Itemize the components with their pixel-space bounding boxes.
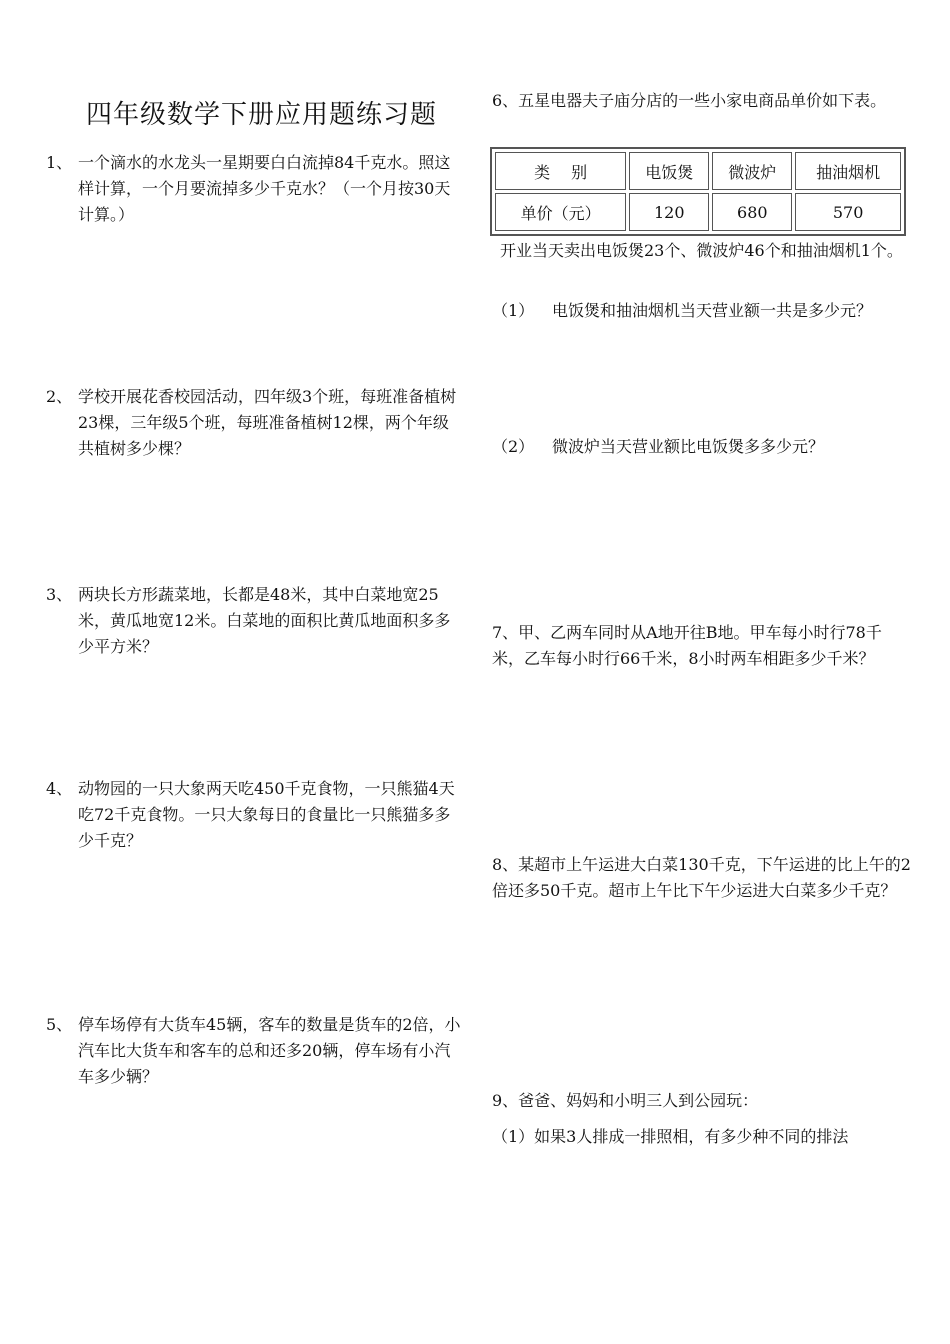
question-9-intro: 9、爸爸、妈妈和小明三人到公园玩：	[492, 1091, 759, 1110]
table-cell: 680	[712, 193, 792, 231]
question-number: 2、	[46, 387, 73, 406]
sub-question-number: （2）	[492, 437, 535, 456]
table-cell: 570	[795, 193, 901, 231]
table-cell: 抽油烟机	[795, 152, 901, 190]
question-text: 学校开展花香校园活动，四年级3个班，每班准备植树23棵，三年级5个班，每班准备植树12棵，两个年级共植树多少棵？	[78, 387, 457, 458]
question-6-sales: 开业当天卖出电饭煲23个、微波炉46个和抽油烟机1个。	[500, 241, 903, 260]
question-number: 4、	[46, 779, 73, 798]
sub-question-number: （1）	[492, 301, 535, 320]
question-6-intro: 6、五星电器夫子庙分店的一些小家电商品单价如下表。	[492, 91, 887, 110]
table-cell: 单价（元）	[495, 193, 626, 231]
question-5	[46, 1012, 462, 1090]
question-4	[46, 776, 462, 854]
table-cell: 微波炉	[712, 152, 792, 190]
question-9-part-1: （1）如果3人排成一排照相，有多少种不同的排法	[492, 1127, 849, 1146]
sub-question-text: 电饭煲和抽油烟机当天营业额一共是多少元？	[552, 301, 873, 320]
question-6-part-1	[492, 298, 912, 324]
page-title: 四年级数学下册应用题练习题	[86, 100, 438, 130]
question-2	[46, 384, 462, 462]
question-number: 3、	[46, 585, 73, 604]
question-1	[46, 150, 462, 228]
sub-question-text: 微波炉当天营业额比电饭煲多多少元？	[552, 437, 825, 456]
question-7: 7、甲、乙两车同时从A地开往B地。甲车每小时行78千米，乙车每小时行66千米，8小时两车相距多少千米？	[492, 623, 882, 668]
question-text: 一个滴水的水龙头一星期要白白流掉84千克水。照这样计算，一个月要流掉多少千克水？（一个月按30天计算。）	[78, 153, 451, 224]
table-row	[495, 193, 901, 231]
question-6-part-2	[492, 434, 912, 460]
table-cell: 电饭煲	[629, 152, 709, 190]
question-8: 8、某超市上午运进大白菜130千克，下午运进的比上午的2倍还多50千克。超市上午比下午少运进大白菜多少千克？	[492, 855, 911, 900]
price-table	[490, 147, 906, 236]
table-cell: 120	[629, 193, 709, 231]
table-cell: 类 别	[495, 152, 626, 190]
question-text: 停车场停有大货车45辆，客车的数量是货车的2倍，小汽车比大货车和客车的总和还多20辆，停车场有小汽车多少辆？	[78, 1015, 461, 1086]
question-text: 动物园的一只大象两天吃450千克食物，一只熊猫4天吃72千克食物。一只大象每日的食量比一只熊猫多多少千克？	[78, 779, 455, 850]
table-header-row	[495, 152, 901, 190]
question-number: 1、	[46, 153, 73, 172]
question-3	[46, 582, 462, 660]
question-text: 两块长方形蔬菜地，长都是48米，其中白菜地宽25米，黄瓜地宽12米。白菜地的面积比黄瓜地面积多多少平方米？	[78, 585, 451, 656]
question-number: 5、	[46, 1015, 73, 1034]
